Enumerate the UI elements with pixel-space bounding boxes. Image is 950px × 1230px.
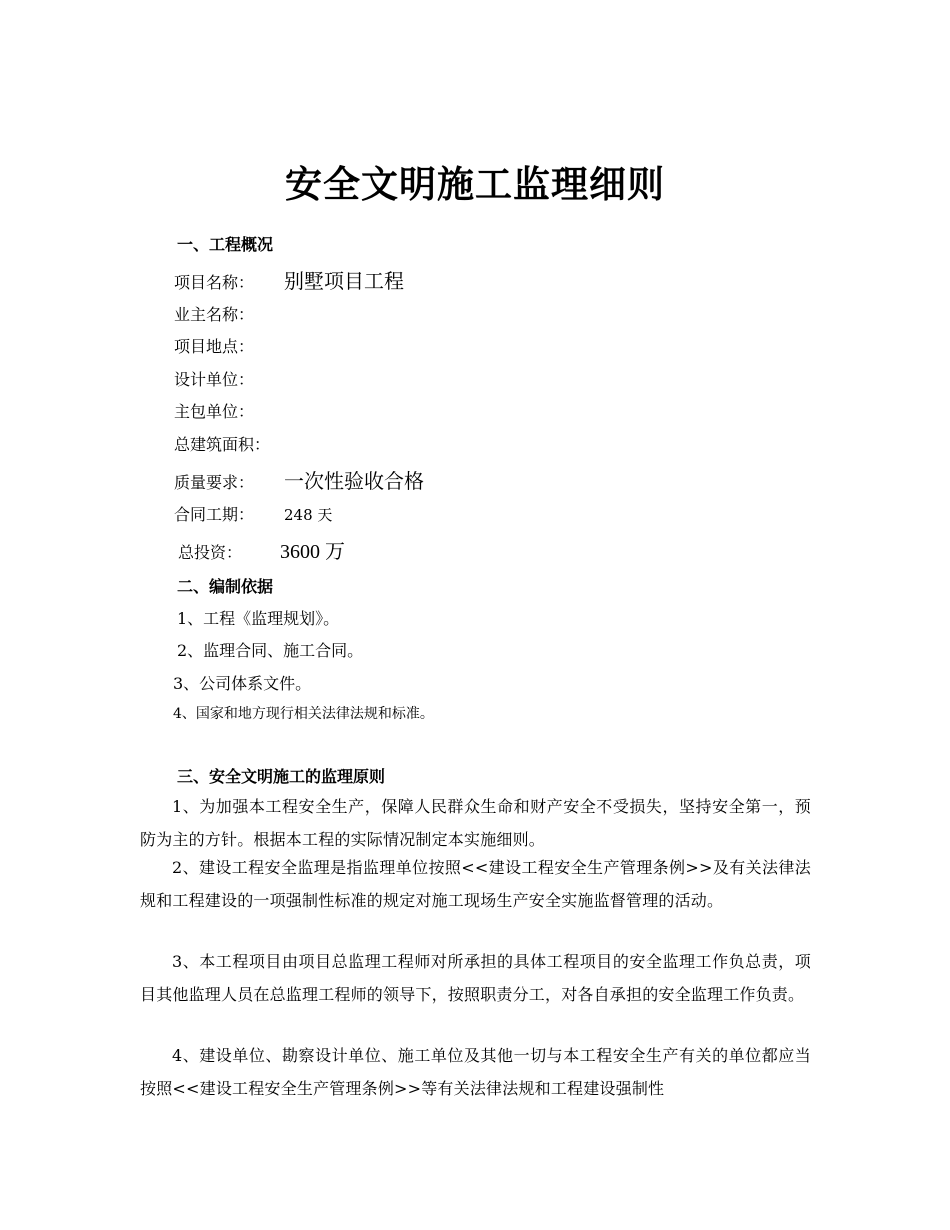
section-heading-overview: 一、工程概况	[177, 235, 274, 254]
info-label: 总投资：	[178, 543, 243, 562]
principle-paragraph: 3、本工程项目由项目总监理工程师对所承担的具体工程项目的安全监理工作负总责，项目其他监理人员在总监理工程师的领导下，按照职责分工，对各自承担的安全监理工作负责。	[140, 952, 811, 1004]
info-row-total-area	[174, 432, 284, 455]
info-label: 业主名称：	[174, 305, 255, 324]
principle-paragraph: 4、建设单位、勘察设计单位、施工单位及其他一切与本工程安全生产有关的单位都应当按照<<建设工程安全生产管理条例>>等有关法律法规和工程建设强制性	[140, 1046, 811, 1098]
principle-paragraph: 1、为加强本工程安全生产，保障人民群众生命和财产安全不受损失，坚持安全第一，预防为主的方针。根据本工程的实际情况制定本实施细则。	[140, 797, 811, 849]
info-row-design-unit	[174, 367, 284, 390]
info-value: 3600 万	[280, 541, 345, 563]
info-row-project-name	[174, 265, 404, 294]
basis-item: 3、公司体系文件。	[173, 674, 312, 693]
info-value: 一次性验收合格	[284, 469, 424, 493]
info-row-investment	[178, 535, 345, 564]
basis-item: 1、工程《监理规划》。	[177, 609, 340, 628]
info-label: 项目名称：	[174, 273, 255, 292]
document-title: 安全文明施工监理细则	[285, 163, 665, 206]
principle-paragraph: 2、建设工程安全监理是指监理单位按照<<建设工程安全生产管理条例>>及有关法律法规和工程建设的一项强制性标准的规定对施工现场生产安全实施监督管理的活动。	[140, 858, 811, 910]
info-row-owner	[174, 302, 284, 325]
info-label: 主包单位：	[174, 402, 255, 421]
info-value: 别墅项目工程	[284, 269, 404, 293]
info-row-location	[174, 334, 284, 357]
basis-item: 2、监理合同、施工合同。	[177, 641, 364, 660]
info-label: 总建筑面积：	[174, 435, 271, 454]
basis-item: 4、国家和地方现行相关法律法规和标准。	[173, 706, 434, 722]
info-label: 设计单位：	[174, 370, 255, 389]
info-row-quality	[174, 465, 424, 494]
info-row-duration	[174, 502, 332, 525]
info-row-main-contractor	[174, 399, 284, 422]
info-label: 项目地点：	[174, 337, 255, 356]
section-heading-principles: 三、安全文明施工的监理原则	[177, 767, 386, 786]
info-value: 248 天	[284, 506, 333, 524]
info-label: 质量要求：	[174, 473, 255, 492]
section-heading-basis: 二、编制依据	[177, 577, 274, 596]
info-label: 合同工期：	[174, 505, 255, 524]
